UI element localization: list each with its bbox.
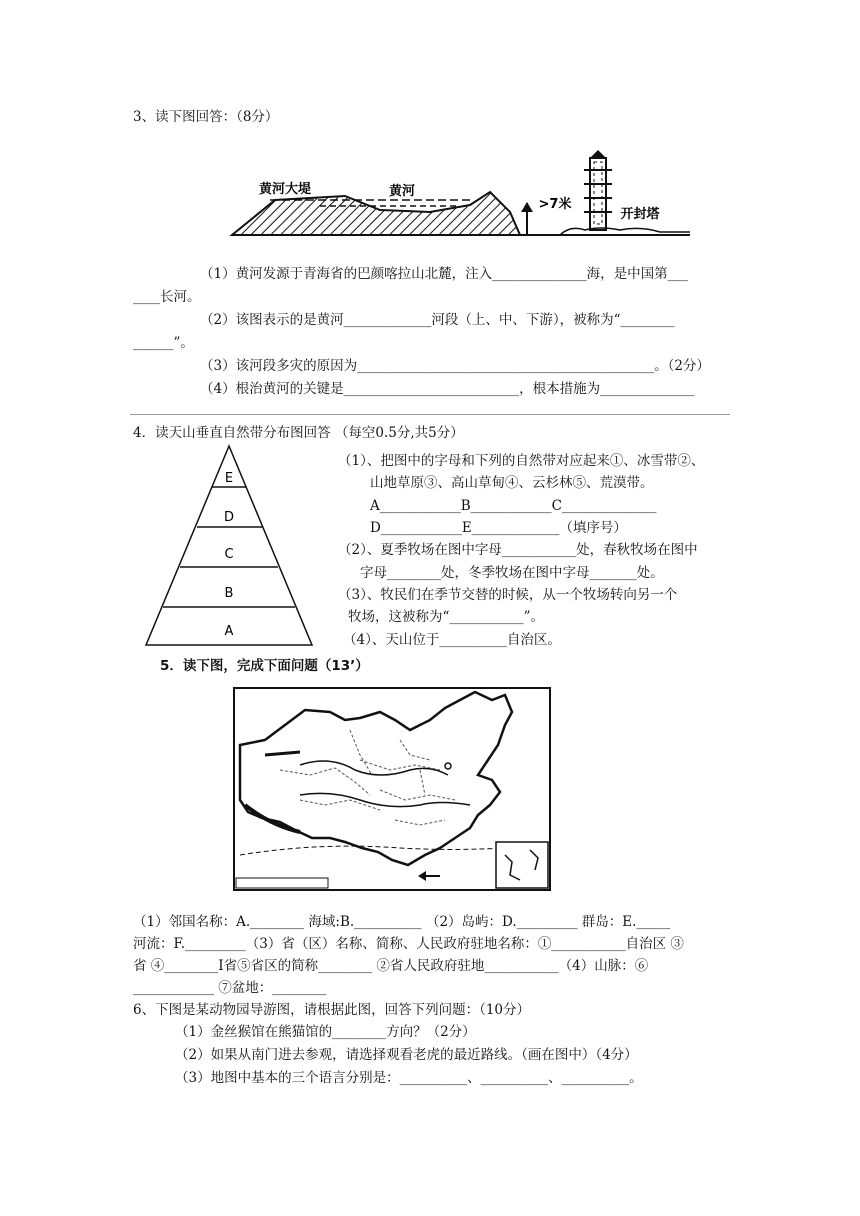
q3-line-5: （3）该河段多灾的原因为____________________________________________。（2分） xyxy=(200,358,710,374)
zone-label-d: D xyxy=(223,510,235,525)
q3-line-1: （1）黄河发源于青海省的巴颜喀拉山北麓，注入______________海，是中国第___ xyxy=(200,266,688,282)
zone-label-a: A xyxy=(224,624,234,639)
zone-label-b: B xyxy=(224,586,234,601)
q5-line-3: 省 ④________Ⅰ省⑤省区的简称________ ②省人民政府驻地___________（4）山脉：⑥ xyxy=(133,958,649,974)
label-tower: 开封塔 xyxy=(620,207,660,222)
q3-title: 3、读下图回答：（8分） xyxy=(133,109,279,125)
q6-line-3: （3）地图中基本的三个语言分别是：__________、__________、__________。 xyxy=(175,1070,643,1086)
q4-line-5: （2）、夏季牧场在图中字母___________处，春秋牧场在图中 xyxy=(338,542,698,558)
q4-line-3: A____________B____________C______________ xyxy=(370,498,657,514)
q6-title: 6、下图是某动物园导游图，请根据此图，回答下列问题：（10分） xyxy=(133,1002,531,1018)
q4-line-8: 牧场，这被称为“___________”。 xyxy=(348,609,545,625)
q6-line-1: （1）金丝猴馆在熊猫馆的________方向？（2分） xyxy=(175,1024,476,1040)
q5-title: 5．读下图，完成下面问题（13’） xyxy=(160,658,369,674)
q4-line-2: 山地草原③、高山草甸④、云杉林⑤、荒漠带。 xyxy=(370,475,654,491)
q5-line-2: 河流：F._________（3）省（区）名称、简称、人民政府驻地名称：①___________自治区 ③ xyxy=(133,936,684,952)
q4-line-9: （4）、天山位于__________自治区。 xyxy=(343,632,561,648)
q3-line-2: ____长河。 xyxy=(133,289,201,305)
q3-line-6: （4）根治黄河的关键是__________________________，根本措施为______________ xyxy=(200,381,695,397)
zone-label-c: C xyxy=(224,547,234,562)
zone-label-e: E xyxy=(224,471,234,486)
q4-line-1: （1）、把图中的字母和下列的自然带对应起来①、冰雪带②、 xyxy=(338,453,705,469)
q4-line-4: D____________E_____________（填序号） xyxy=(370,520,627,536)
q3-line-4: ______”。 xyxy=(133,335,194,351)
q5-line-1: （1）邻国名称：A.________ 海域:B.__________ （2）岛屿：D._________ 群岛：E._____ xyxy=(133,914,671,930)
label-dike: 黄河大堤 xyxy=(258,182,312,197)
q3-line-3: （2）该图表示的是黄河_____________河段（上、中、下游），被称为“________ xyxy=(200,312,675,328)
label-river: 黄河 xyxy=(388,184,416,199)
q4-title: 4．读天山垂直自然带分布图回答 （每空0.5分,共5分） xyxy=(133,425,464,441)
q5-line-4: ____________ ⑦盆地：________ xyxy=(133,980,327,996)
q6-line-2: （2）如果从南门进去参观，请选择观看老虎的最近路线。（画在图中）（4分） xyxy=(175,1047,638,1063)
q4-line-7: （3）、牧民们在季节交替的时候，从一个牧场转向另一个 xyxy=(338,587,678,603)
label-height: >7米 xyxy=(538,197,572,212)
q4-line-6: 字母________处，冬季牧场在图中字母_______处。 xyxy=(360,565,664,581)
